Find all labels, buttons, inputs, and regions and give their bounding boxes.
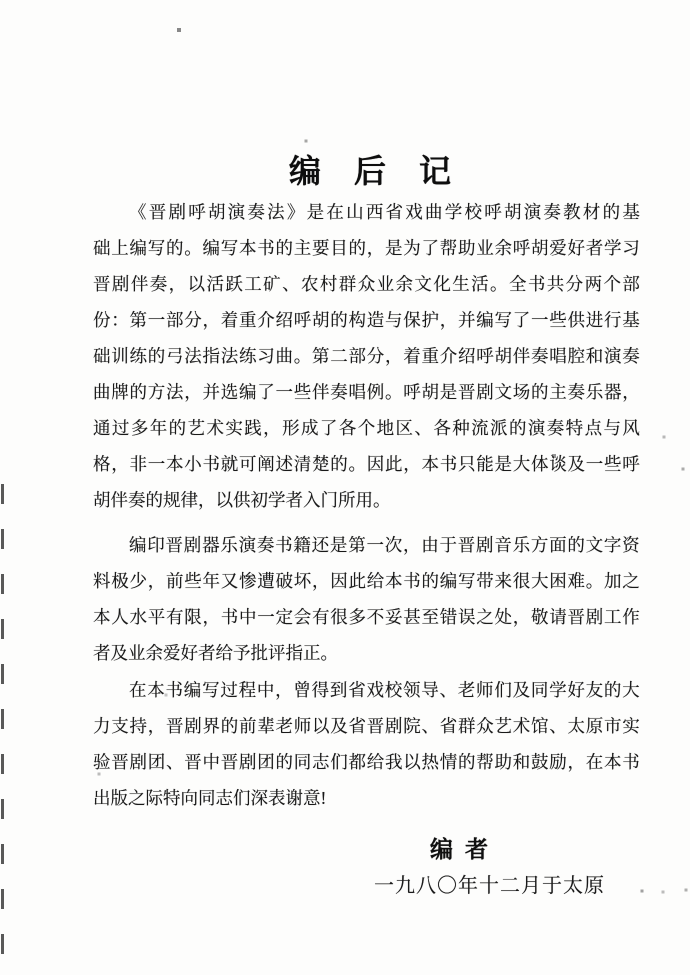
body-line: 力 支 持 ， 晋 剧 界 的 前 辈 老 师 以 及 省 晋 剧 院 、 省 群 众 艺 术 馆 、 太 原 市 实 xyxy=(93,716,640,736)
body-line: 《 晋 剧 呼 胡 演 奏 法 》 是 在 山 西 省 戏 曲 学 校 呼 胡 演 奏 教 材 的 基 xyxy=(129,202,640,222)
date-line: 一九八〇年十二月于太原 xyxy=(374,875,605,897)
body-line: 胡伴奏的规律，以供初学者入门所用。 xyxy=(93,490,391,510)
body-line: 在 本 书 编 写 过 程 中 ， 曾 得 到 省 戏 校 领 导 、 老 师 们 及 同 学 好 友 的 大 xyxy=(129,680,640,700)
paragraph-2 xyxy=(93,527,640,671)
body-line: 曲 牌 的 方 法 ， 并 选 编 了 一 些 伴 奏 唱 例 。 呼 胡 是 晋 剧 文 场 的 主 奏 乐 器 ， xyxy=(93,382,640,402)
body-line: 通 过 多 年 的 艺 术 实 践 ， 形 成 了 各 个 地 区 、 各 种 流 派 的 演 奏 特 点 与 风 xyxy=(93,418,640,438)
body-line: 晋 剧 伴 奏 ， 以 活 跃 工 矿 、 农 村 群 众 业 余 文 化 生 活 。 全 书 共 分 两 个 部 xyxy=(93,274,640,294)
body-line: 验 晋 剧 团 、 晋 中 晋 剧 团 的 同 志 们 都 给 我 以 热 情 的 帮 助 和 鼓 励 ， 在 本 书 xyxy=(93,752,640,772)
body-line: 出版之际特向同志们深表谢意! xyxy=(93,788,327,808)
body-line: 本 人 水 平 有 限 ， 书 中 一 定 会 有 很 多 不 妥 甚 至 错 误 之 处 ， 敬 请 晋 剧 工 作 xyxy=(93,607,640,627)
body-line: 础 训 练 的 弓 法 指 法 练 习 曲 。 第 二 部 分 ， 着 重 介 绍 呼 胡 伴 奏 唱 腔 和 演 奏 xyxy=(93,346,640,366)
body-line: 础 上 编 写 的 。 编 写 本 书 的 主 要 目 的 ， 是 为 了 帮 助 业 余 呼 胡 爱 好 者 学 习 xyxy=(93,238,640,258)
paragraph-1 xyxy=(93,194,640,518)
body-line: 格 ， 非 一 本 小 书 就 可 阐 述 清 楚 的 。 因 此 ， 本 书 只 能 是 大 体 谈 及 一 些 呼 xyxy=(93,454,640,474)
body-line: 份 ： 第 一 部 分 ， 着 重 介 绍 呼 胡 的 构 造 与 保 护 ， 并 编 写 了 一 些 供 进 行 基 xyxy=(93,310,640,330)
body-line: 料 极 少 ， 前 些 年 又 惨 遭 破 坏 ， 因 此 给 本 书 的 编 写 带 来 很 大 困 难 。 加 之 xyxy=(93,571,640,591)
body-line: 编 印 晋 剧 器 乐 演 奏 书 籍 还 是 第 一 次 ， 由 于 晋 剧 音 乐 方 面 的 文 字 资 xyxy=(129,535,640,555)
page-title: 编后记 xyxy=(289,153,485,189)
author-signature: 编者 xyxy=(430,836,500,862)
body-line: 者及业余爱好者给予批评指正。 xyxy=(93,643,338,663)
binding-marks xyxy=(1,484,4,975)
scan-specks xyxy=(0,0,2,2)
paragraph-3 xyxy=(93,672,640,816)
